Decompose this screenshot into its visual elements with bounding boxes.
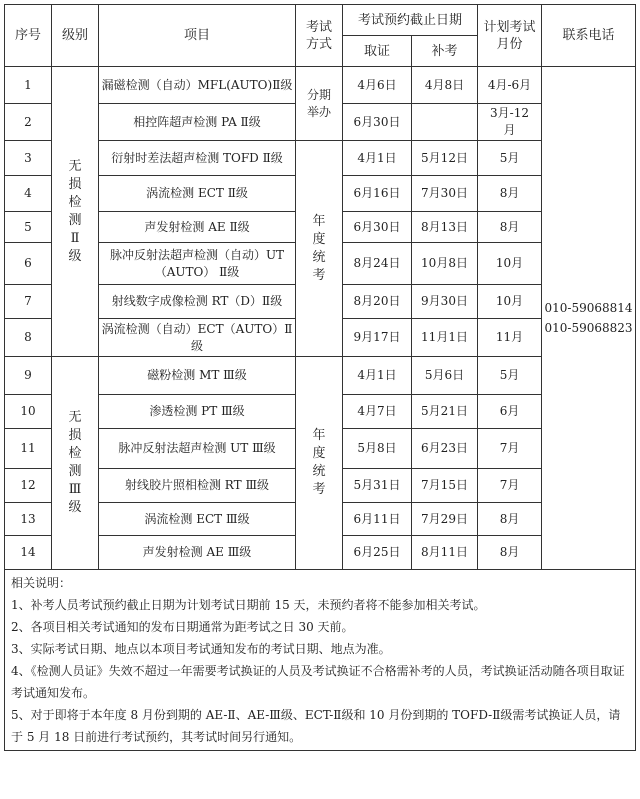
row-cert: 8月24日 bbox=[343, 243, 412, 285]
row-cert: 6月11日 bbox=[343, 503, 412, 536]
row-item: 衍射时差法超声检测 TOFD Ⅱ级 bbox=[99, 141, 296, 176]
row-month: 6月 bbox=[478, 395, 542, 429]
row-no: 11 bbox=[5, 429, 52, 469]
row-month-text: 3月-12月 bbox=[490, 106, 529, 137]
note-item: 2、各项目相关考试通知的发布日期通常为距考试之日 30 天前。 bbox=[11, 620, 354, 634]
row-no: 9 bbox=[5, 357, 52, 395]
method-label: 分期举办 bbox=[306, 87, 331, 119]
row-no: 4 bbox=[5, 176, 52, 212]
row-makeup: 7月15日 bbox=[412, 469, 478, 503]
contact-cell bbox=[542, 67, 636, 570]
row-item: 磁粉检测 MT Ⅲ级 bbox=[99, 357, 296, 395]
row-makeup: 8月11日 bbox=[412, 536, 478, 570]
row-item: 涡流检测 ECT Ⅱ级 bbox=[99, 176, 296, 212]
row-cert: 4月1日 bbox=[343, 141, 412, 176]
row-no: 6 bbox=[5, 243, 52, 285]
row-item: 射线胶片照相检测 RT Ⅲ级 bbox=[99, 469, 296, 503]
method-label: 年度统考 bbox=[312, 213, 326, 283]
row-cert: 5月31日 bbox=[343, 469, 412, 503]
row-cert: 4月7日 bbox=[343, 395, 412, 429]
row-item: 涡流检测（自动）ECT（AUTO）Ⅱ级 bbox=[99, 319, 296, 357]
row-no: 10 bbox=[5, 395, 52, 429]
method-cell bbox=[296, 141, 343, 357]
contact-phone: 010-59068823 bbox=[544, 321, 633, 335]
notes-title: 相关说明： bbox=[11, 576, 72, 590]
notes-cell bbox=[5, 570, 636, 751]
row-month bbox=[478, 104, 542, 141]
row-cert: 9月17日 bbox=[343, 319, 412, 357]
row-makeup: 8月13日 bbox=[412, 212, 478, 243]
row-makeup: 4月8日 bbox=[412, 67, 478, 104]
method-cell bbox=[296, 67, 343, 141]
row-cert: 6月30日 bbox=[343, 212, 412, 243]
method-label: 年度统考 bbox=[312, 428, 326, 497]
row-month: 8月 bbox=[478, 536, 542, 570]
table-row bbox=[5, 357, 636, 395]
row-item: 相控阵超声检测 PA Ⅱ级 bbox=[99, 104, 296, 141]
row-item: 声发射检测 AE Ⅱ级 bbox=[99, 212, 296, 243]
row-makeup: 9月30日 bbox=[412, 285, 478, 319]
row-item: 渗透检测 PT Ⅲ级 bbox=[99, 395, 296, 429]
row-no: 8 bbox=[5, 319, 52, 357]
row-month: 8月 bbox=[478, 503, 542, 536]
row-cert: 8月20日 bbox=[343, 285, 412, 319]
row-item: 漏磁检测（自动）MFL(AUTO)Ⅱ级 bbox=[99, 67, 296, 104]
note-item: 5、对于即将于本年度 8 月份到期的 AE-Ⅱ、AE-Ⅲ级、ECT-Ⅱ级和 10 月份到期的 TOFD-Ⅱ级需考试换证人员，请于 5 月 18 日前进行考试预约，其考试时间另行通知。 bbox=[11, 708, 621, 744]
row-cert: 6月25日 bbox=[343, 536, 412, 570]
note-item: 1、补考人员考试预约截止日期为计划考试日期前 15 天，未预约者将不能参加相关考试。 bbox=[11, 598, 486, 612]
row-no: 12 bbox=[5, 469, 52, 503]
row-month: 8月 bbox=[478, 212, 542, 243]
row-no: 5 bbox=[5, 212, 52, 243]
row-makeup bbox=[412, 104, 478, 141]
header-month bbox=[478, 5, 542, 67]
table-row bbox=[5, 141, 636, 176]
level-cell bbox=[52, 67, 99, 357]
row-cert: 4月6日 bbox=[343, 67, 412, 104]
contact-phone: 010-59068814 bbox=[544, 301, 633, 315]
note-item: 4、《检测人员证》失效不超过一年需要考试换证的人员及考试换证不合格需补考的人员，考试换证活动随各项目取证考试通知发布。 bbox=[11, 664, 625, 700]
header-method-text: 考试方式 bbox=[305, 19, 332, 52]
row-makeup: 6月23日 bbox=[412, 429, 478, 469]
row-makeup: 7月29日 bbox=[412, 503, 478, 536]
notes-row bbox=[5, 570, 636, 751]
header-makeup: 补考 bbox=[412, 36, 478, 67]
table-row bbox=[5, 67, 636, 104]
row-makeup: 11月1日 bbox=[412, 319, 478, 357]
row-item: 脉冲反射法超声检测（自动）UT（AUTO） Ⅱ级 bbox=[99, 243, 296, 285]
row-cert: 6月30日 bbox=[343, 104, 412, 141]
header-seq: 序号 bbox=[5, 5, 52, 67]
row-makeup: 5月12日 bbox=[412, 141, 478, 176]
level-label: 无损检测Ⅲ级 bbox=[68, 410, 82, 515]
row-month: 10月 bbox=[478, 243, 542, 285]
header-contact: 联系电话 bbox=[542, 5, 636, 67]
header-item: 项目 bbox=[99, 5, 296, 67]
row-month: 4月-6月 bbox=[478, 67, 542, 104]
row-makeup: 5月21日 bbox=[412, 395, 478, 429]
row-no: 14 bbox=[5, 536, 52, 570]
row-item: 涡流检测 ECT Ⅲ级 bbox=[99, 503, 296, 536]
header-method bbox=[296, 5, 343, 67]
row-month: 7月 bbox=[478, 429, 542, 469]
header-month-text: 计划考试月份 bbox=[483, 19, 536, 52]
row-no: 2 bbox=[5, 104, 52, 141]
row-cert: 5月8日 bbox=[343, 429, 412, 469]
exam-schedule-table bbox=[4, 4, 636, 751]
level-cell bbox=[52, 357, 99, 570]
row-no: 13 bbox=[5, 503, 52, 536]
row-month: 10月 bbox=[478, 285, 542, 319]
header-cert: 取证 bbox=[343, 36, 412, 67]
row-item: 射线数字成像检测 RT（D）Ⅱ级 bbox=[99, 285, 296, 319]
header-level: 级别 bbox=[52, 5, 99, 67]
row-month: 11月 bbox=[478, 319, 542, 357]
row-cert: 6月16日 bbox=[343, 176, 412, 212]
row-month: 8月 bbox=[478, 176, 542, 212]
row-makeup: 10月8日 bbox=[412, 243, 478, 285]
level-label: 无损检测Ⅱ级 bbox=[68, 158, 82, 264]
row-no: 1 bbox=[5, 67, 52, 104]
row-makeup: 7月30日 bbox=[412, 176, 478, 212]
note-item: 3、实际考试日期、地点以本项目考试通知发布的考试日期、地点为准。 bbox=[11, 642, 391, 656]
row-month: 5月 bbox=[478, 141, 542, 176]
row-month: 5月 bbox=[478, 357, 542, 395]
row-makeup: 5月6日 bbox=[412, 357, 478, 395]
row-month: 7月 bbox=[478, 469, 542, 503]
row-item: 声发射检测 AE Ⅲ级 bbox=[99, 536, 296, 570]
header-deadline: 考试预约截止日期 bbox=[343, 5, 478, 36]
row-cert: 4月1日 bbox=[343, 357, 412, 395]
row-no: 3 bbox=[5, 141, 52, 176]
method-cell bbox=[296, 357, 343, 570]
row-no: 7 bbox=[5, 285, 52, 319]
row-item: 脉冲反射法超声检测 UT Ⅲ级 bbox=[99, 429, 296, 469]
